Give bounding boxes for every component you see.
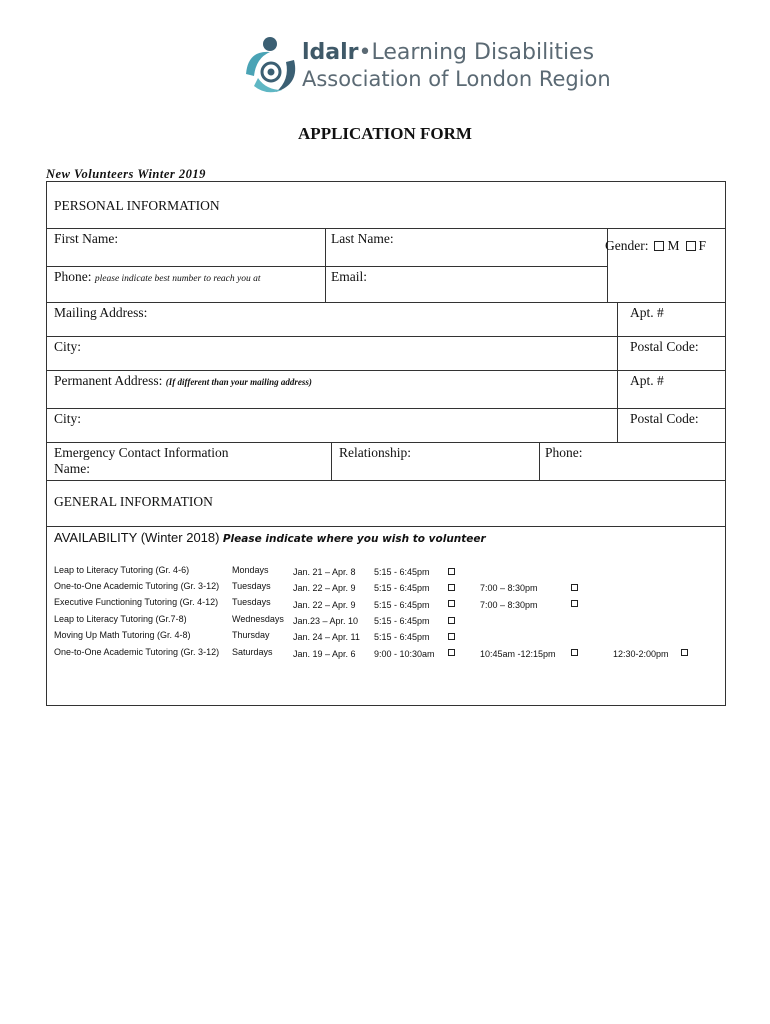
day-cell: Tuesdays — [232, 597, 271, 607]
time-cell-2: 10:45am -12:15pm — [480, 649, 556, 659]
time-cell-3: 12:30-2:00pm — [613, 649, 669, 659]
program-cell: Leap to Literacy Tutoring (Gr. 4-6) — [54, 565, 190, 575]
gender-field: Gender: M F — [605, 238, 707, 253]
page-title: APPLICATION FORM — [298, 124, 472, 143]
dates-cell: Jan. 19 – Apr. 6 — [293, 649, 356, 659]
general-info-heading: GENERAL INFORMATION — [54, 494, 213, 509]
time-cell: 5:15 - 6:45pm — [374, 600, 430, 610]
application-form — [46, 181, 726, 706]
gender-f-checkbox[interactable] — [686, 241, 696, 251]
time-cell-2: 7:00 – 8:30pm — [480, 583, 538, 593]
day-cell: Mondays — [232, 565, 269, 575]
dates-cell: Jan. 22 – Apr. 9 — [293, 583, 356, 593]
day-cell: Tuesdays — [232, 581, 271, 591]
program-cell: Leap to Literacy Tutoring (Gr.7-8) — [54, 614, 187, 624]
dates-cell: Jan. 24 – Apr. 11 — [293, 632, 360, 642]
day-cell: Thursday — [232, 630, 270, 640]
dates-cell: Jan. 22 – Apr. 9 — [293, 600, 356, 610]
availability-heading: AVAILABILITY (Winter 2018) Please indicate where you wish to volunteer — [54, 530, 486, 545]
slot-checkbox[interactable] — [448, 584, 455, 591]
gender-m-checkbox[interactable] — [654, 241, 664, 251]
slot-checkbox[interactable] — [448, 617, 455, 624]
last-name-field[interactable]: Last Name: — [331, 231, 394, 246]
time-cell: 5:15 - 6:45pm — [374, 632, 430, 642]
program-cell: Moving Up Math Tutoring (Gr. 4-8) — [54, 630, 191, 640]
slot-checkbox-2[interactable] — [571, 584, 578, 591]
permanent-address-field[interactable]: Permanent Address: (If different than your mailing address) — [54, 373, 312, 388]
emergency-phone-field[interactable]: Phone: — [545, 445, 583, 460]
postal-code-field-2[interactable]: Postal Code: — [630, 411, 699, 426]
time-cell: 5:15 - 6:45pm — [374, 616, 430, 626]
time-cell: 9:00 - 10:30am — [374, 649, 435, 659]
postal-code-field[interactable]: Postal Code: — [630, 339, 699, 354]
form-subtitle: New Volunteers Winter 2019 — [46, 167, 206, 181]
apt-field-2[interactable]: Apt. # — [630, 373, 664, 388]
day-cell: Wednesdays — [232, 614, 284, 624]
mailing-address-field[interactable]: Mailing Address: — [54, 305, 148, 320]
logo-line-2: Association of London Region — [302, 67, 611, 91]
time-cell: 5:15 - 6:45pm — [374, 583, 430, 593]
slot-checkbox[interactable] — [448, 568, 455, 575]
relationship-field[interactable]: Relationship: — [339, 445, 411, 460]
emergency-contact-field[interactable]: Emergency Contact Information Name: — [54, 445, 229, 476]
dates-cell: Jan. 21 – Apr. 8 — [293, 567, 356, 577]
city-field-2[interactable]: City: — [54, 411, 82, 426]
slot-checkbox-2[interactable] — [571, 600, 578, 607]
dates-cell: Jan.23 – Apr. 10 — [293, 616, 359, 626]
slot-checkbox[interactable] — [448, 649, 455, 656]
day-cell: Saturdays — [232, 647, 273, 657]
slot-checkbox-3[interactable] — [681, 649, 688, 656]
slot-checkbox[interactable] — [448, 633, 455, 640]
apt-field[interactable]: Apt. # — [630, 305, 664, 320]
ldalr-logo-icon — [236, 34, 306, 98]
personal-info-heading: PERSONAL INFORMATION — [54, 198, 220, 213]
slot-checkbox[interactable] — [448, 600, 455, 607]
city-field[interactable]: City: — [54, 339, 82, 354]
time-cell-2: 7:00 – 8:30pm — [480, 600, 538, 610]
time-cell: 5:15 - 6:45pm — [374, 567, 430, 577]
phone-field[interactable]: Phone: please indicate best number to reach you at — [54, 269, 261, 284]
first-name-field[interactable]: First Name: — [54, 231, 119, 246]
slot-checkbox-2[interactable] — [571, 649, 578, 656]
program-cell: One-to-One Academic Tutoring (Gr. 3-12) — [54, 581, 220, 591]
program-cell: One-to-One Academic Tutoring (Gr. 3-12) — [54, 647, 220, 657]
email-field[interactable]: Email: — [331, 269, 367, 284]
logo-line-1: ldalr•Learning Disabilities — [302, 40, 595, 65]
program-cell: Executive Functioning Tutoring (Gr. 4-12) — [54, 597, 219, 607]
